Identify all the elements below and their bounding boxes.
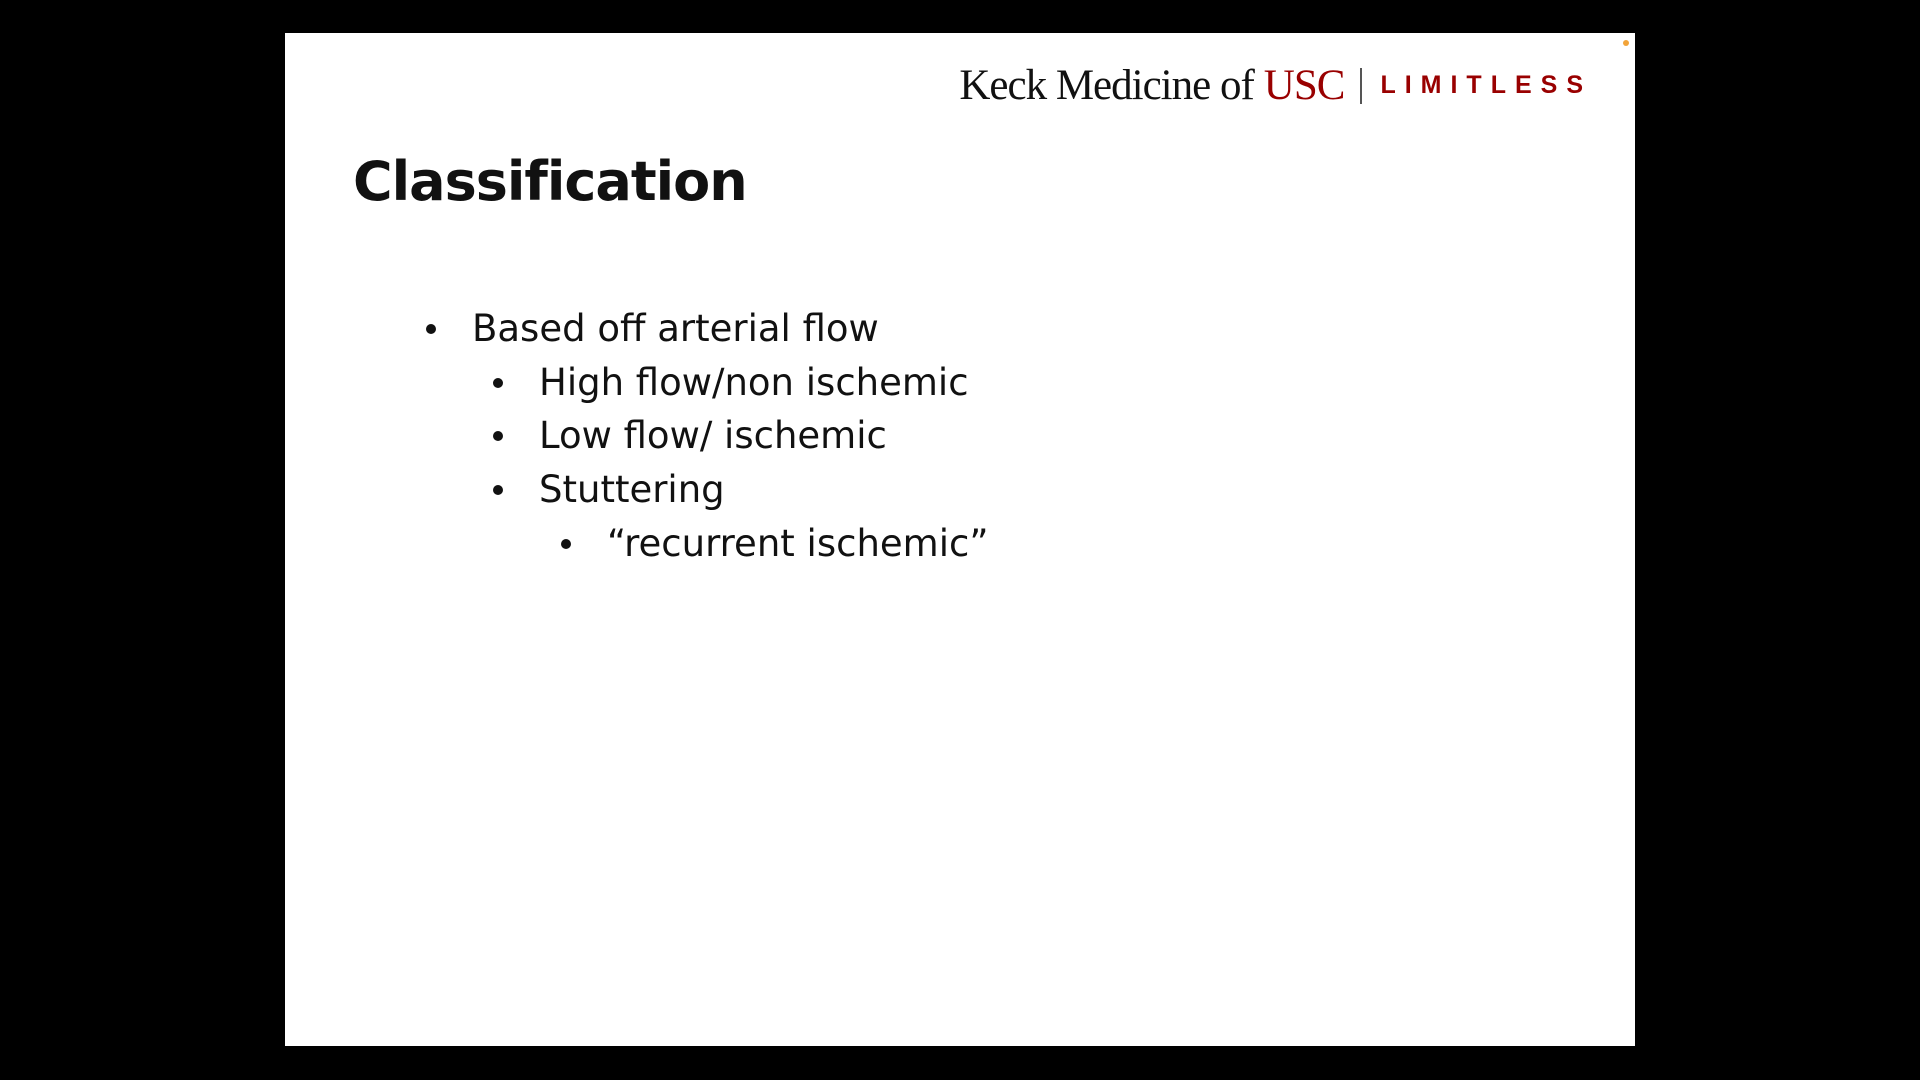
bullet-dot-icon: [493, 431, 503, 441]
bullet-text: Low flow/ ischemic: [539, 414, 887, 457]
bullet-dot-icon: [561, 539, 571, 549]
bullet-dot-icon: [493, 485, 503, 495]
bullet-item-level-2: [493, 414, 887, 457]
logo-usc-text: USC: [1263, 62, 1345, 109]
slide-title: Classification: [353, 150, 747, 213]
logo-tagline: LIMITLESS: [1380, 71, 1592, 99]
logo-brand-text: Keck Medicine of: [959, 62, 1254, 109]
bullet-item-level-2: [493, 468, 725, 511]
bullet-text: “recurrent ischemic”: [607, 522, 989, 565]
bullet-text: Stuttering: [539, 468, 725, 511]
bullet-item-level-2: [493, 361, 969, 404]
bullet-item-level-1: [426, 307, 879, 350]
bullet-dot-icon: [426, 324, 436, 334]
bullet-text: Based off arterial flow: [472, 307, 879, 350]
bullet-dot-icon: [493, 378, 503, 388]
bullet-list: [285, 33, 1635, 1046]
presentation-slide: [285, 33, 1635, 1046]
bullet-text: High flow/non ischemic: [539, 361, 969, 404]
bullet-item-level-3: [561, 522, 989, 565]
